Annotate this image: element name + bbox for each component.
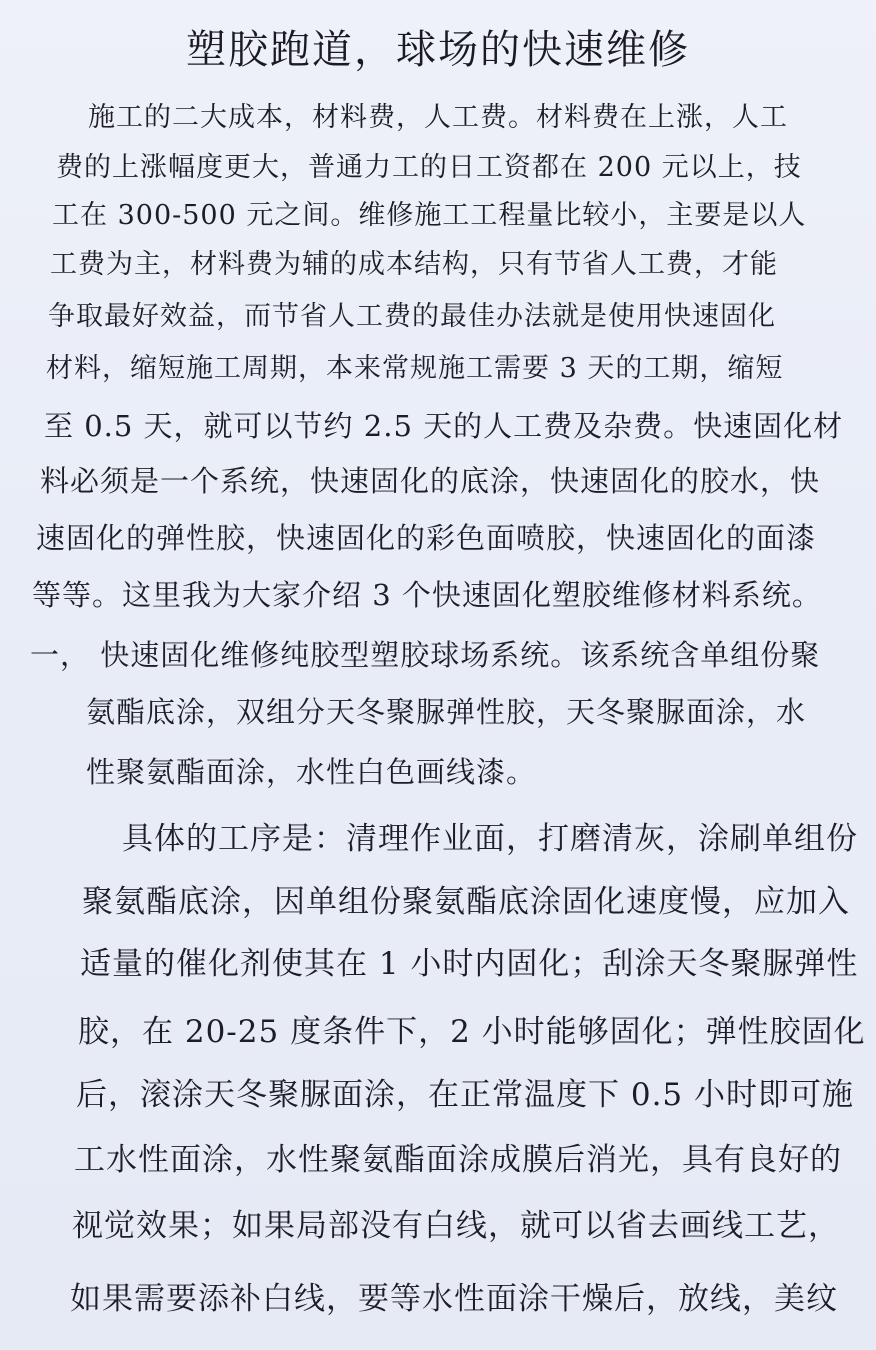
list-item-line: 性聚氨酯面涂，水性白色画线漆。	[86, 755, 537, 789]
paragraph-line: 施工的二大成本，材料费，人工费。材料费在上涨，人工	[88, 102, 788, 133]
paragraph-line: 工在 300-500 元之间。维修施工工程量比较小，主要是以人	[52, 200, 807, 231]
paragraph-line: 费的上涨幅度更大，普通力工的日工资都在 200 元以上，技	[56, 152, 802, 183]
paragraph-line: 聚氨酯底涂，因单组份聚氨酯底涂固化速度慢，应加入	[82, 884, 850, 920]
paragraph-line: 如果需要添补白线，要等水性面涂干燥后，放线，美纹	[70, 1281, 838, 1317]
paragraph-line: 至 0.5 天，就可以节约 2.5 天的人工费及杂费。快速固化材	[44, 409, 844, 443]
paragraph-line: 材料，缩短施工周期，本来常规施工需要 3 天的工期，缩短	[46, 353, 784, 384]
document-title: 塑胶跑道，球场的快速维修	[186, 27, 690, 73]
list-item-line: 一， 快速固化维修纯胶型塑胶球场系统。该系统含单组份聚	[30, 638, 821, 672]
paragraph-line: 工费为主，材料费为辅的成本结构，只有节省人工费，才能	[50, 249, 778, 280]
paragraph-line: 争取最好效益，而节省人工费的最佳办法就是使用快速固化	[48, 301, 776, 332]
paragraph-line: 工水性面涂，水性聚氨酯面涂成膜后消光，具有良好的	[74, 1142, 842, 1178]
list-item-line: 氨酯底涂，双组分天冬聚脲弹性胶，天冬聚脲面涂，水	[86, 695, 807, 729]
paragraph-line: 适量的催化剂使其在 1 小时内固化；刮涂天冬聚脲弹性	[80, 946, 859, 982]
paragraph-line: 料必须是一个系统，快速固化的底涂，快速固化的胶水，快	[40, 464, 821, 498]
paragraph-line: 胶，在 20-25 度条件下，2 小时能够固化；弹性胶固化	[78, 1014, 866, 1050]
paragraph-line: 速固化的弹性胶，快速固化的彩色面喷胶，快速固化的面漆	[36, 521, 817, 555]
paragraph-line: 后，滚涂天冬聚脲面涂，在正常温度下 0.5 小时即可施	[76, 1077, 855, 1113]
paragraph-line: 视觉效果；如果局部没有白线，就可以省去画线工艺，	[72, 1208, 840, 1244]
paragraph-line: 等等。这里我为大家介绍 3 个快速固化塑胶维修材料系统。	[32, 578, 822, 612]
paragraph-line: 具体的工序是：清理作业面，打磨清灰，涂刷单组份	[122, 821, 858, 857]
